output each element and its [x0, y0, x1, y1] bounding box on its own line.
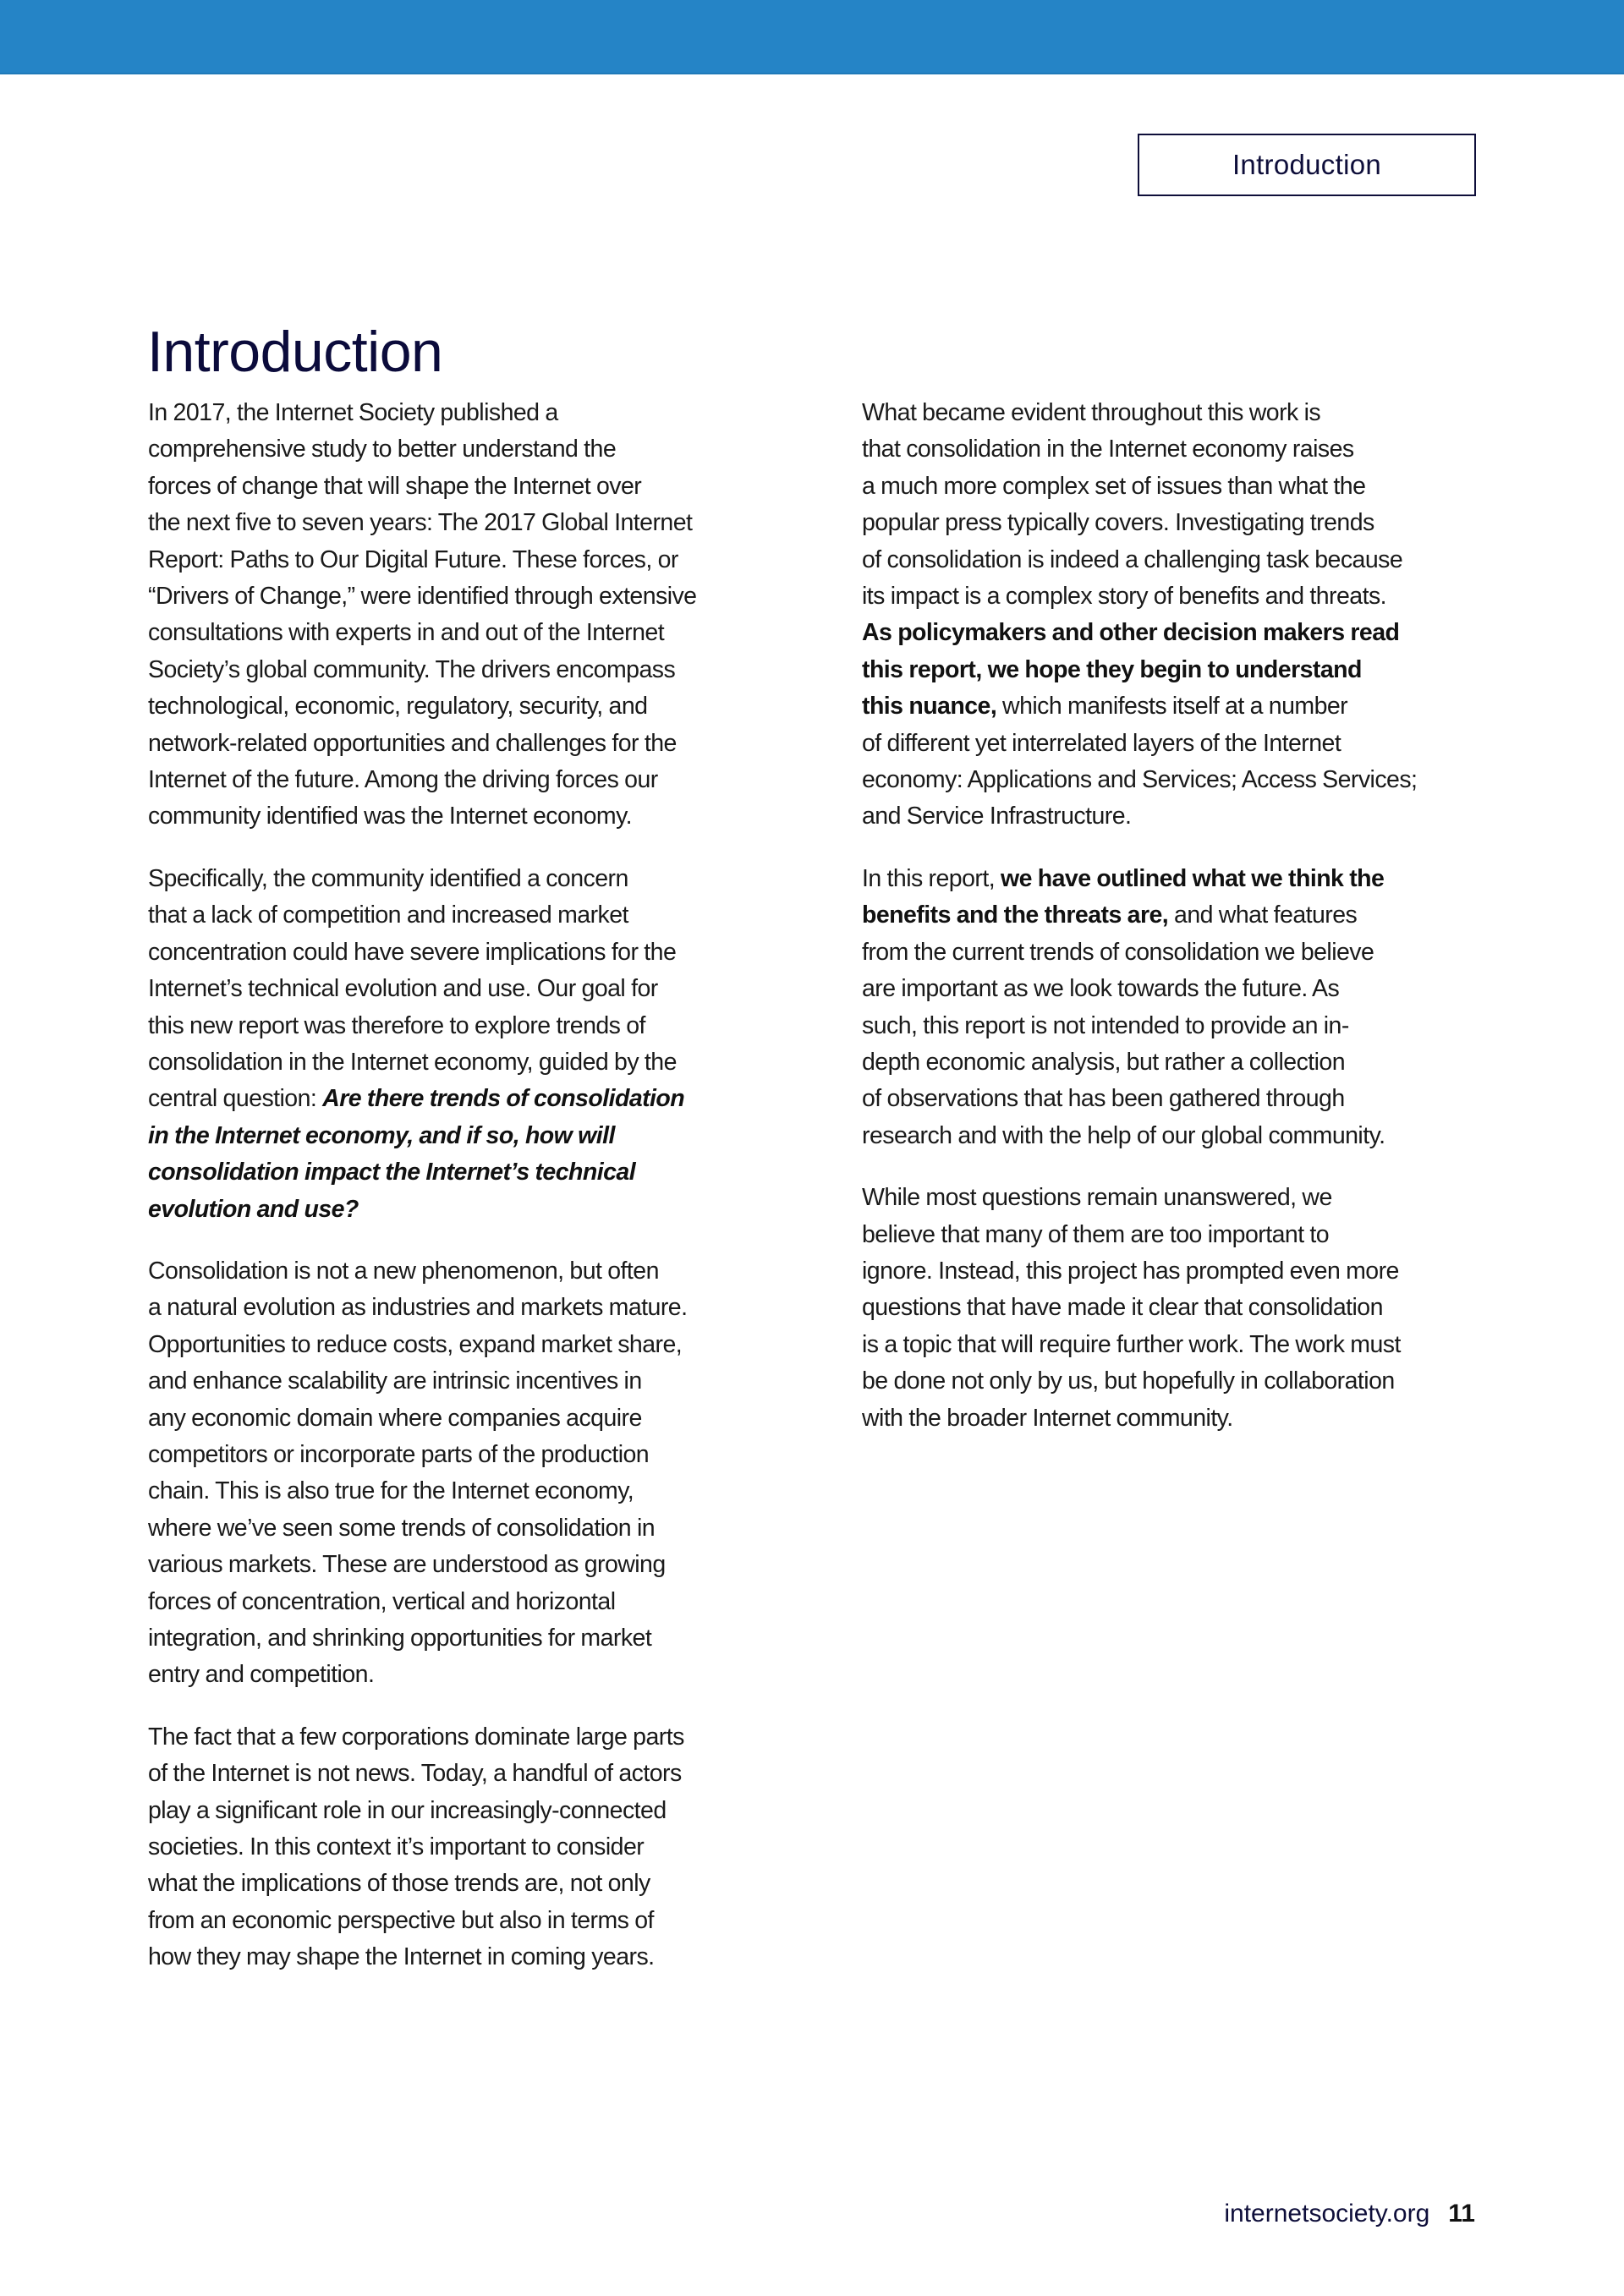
- emphasized-text: we have outlined what we think the: [1000, 864, 1385, 892]
- text-run: be done not only by us, but hopefully in collaboration: [862, 1367, 1395, 1395]
- paragraph-line: [148, 897, 774, 934]
- emphasized-text: evolution and use?: [148, 1195, 359, 1223]
- emphasized-text: Are there trends of consolidation: [322, 1085, 685, 1113]
- paragraph-line: [862, 578, 1488, 615]
- text-run: a much more complex set of issues than what the: [862, 472, 1366, 500]
- paragraph-line: [862, 1290, 1488, 1326]
- text-run: societies. In this context it’s important to consider: [148, 1833, 645, 1861]
- paragraph-line: [148, 578, 774, 615]
- text-run: various markets. These are understood as growing: [148, 1551, 666, 1579]
- text-run: and Service Infrastructure.: [862, 803, 1132, 830]
- text-run: ignore. Instead, this project has prompted even more: [862, 1257, 1399, 1285]
- text-run: from an economic perspective but also in terms of: [148, 1906, 654, 1934]
- section-tab: [1138, 134, 1476, 196]
- section-tab-label: Introduction: [1232, 149, 1382, 180]
- paragraph-line: [148, 1253, 774, 1290]
- paragraph-line: [148, 1192, 774, 1228]
- paragraph-line: [862, 1327, 1488, 1363]
- paragraph-line: [862, 726, 1488, 762]
- emphasized-text: consolidation impact the Internet’s technical: [148, 1159, 636, 1186]
- paragraph-line: [148, 1154, 774, 1191]
- page-title: Introduction: [147, 320, 443, 384]
- paragraph-line: [148, 1118, 774, 1154]
- paragraph-line: [862, 505, 1488, 541]
- paragraph-line: [862, 1081, 1488, 1117]
- body-paragraph: [862, 1180, 1488, 1437]
- paragraph-line: [148, 1473, 774, 1510]
- text-run: is a topic that will require further work. The work must: [862, 1330, 1401, 1358]
- paragraph-line: [862, 798, 1488, 835]
- text-run: any economic domain where companies acquire: [148, 1404, 642, 1432]
- paragraph-line: [148, 1400, 774, 1437]
- paragraph-line: [862, 762, 1488, 798]
- text-run: chain. This is also true for the Internet economy,: [148, 1477, 634, 1505]
- paragraph-line: [862, 1044, 1488, 1081]
- text-run: technological, economic, regulatory, security, and: [148, 693, 648, 721]
- paragraph-line: [148, 688, 774, 725]
- paragraph-line: [148, 1756, 774, 1792]
- text-run: its impact is a complex story of benefits and threats.: [862, 583, 1387, 611]
- emphasized-text: this report, we hope they begin to understand: [862, 655, 1362, 683]
- paragraph-line: [148, 652, 774, 688]
- paragraph-line: [148, 1044, 774, 1081]
- text-run: The fact that a few corporations dominate large parts: [148, 1723, 684, 1751]
- paragraph-line: [862, 395, 1488, 431]
- emphasized-text: benefits and the threats are,: [862, 901, 1169, 929]
- paragraph-line: [148, 934, 774, 971]
- text-run: economy: Applications and Services; Access Services;: [862, 766, 1418, 794]
- paragraph-line: [148, 1793, 774, 1829]
- body-paragraph: [148, 395, 774, 836]
- emphasized-text: in the Internet economy, and if so, how will: [148, 1121, 615, 1149]
- paragraph-line: [862, 542, 1488, 578]
- text-run: In 2017, the Internet Society published a: [148, 399, 558, 426]
- text-run: that a lack of competition and increased market: [148, 901, 628, 929]
- text-run: of consolidation is indeed a challenging task because: [862, 545, 1403, 573]
- text-run: integration, and shrinking opportunities for market: [148, 1625, 652, 1652]
- text-run: depth economic analysis, but rather a collection: [862, 1048, 1346, 1076]
- body-paragraph: [148, 1253, 774, 1694]
- text-run: are important as we look towards the future. As: [862, 975, 1340, 1003]
- text-run: comprehensive study to better understand the: [148, 436, 617, 463]
- text-run: and enhance scalability are intrinsic incentives in: [148, 1367, 642, 1395]
- text-run: of observations that has been gathered through: [862, 1085, 1345, 1113]
- paragraph-line: [862, 897, 1488, 934]
- body-paragraph: [862, 395, 1488, 836]
- emphasized-text: this nuance,: [862, 693, 997, 721]
- text-run: forces of concentration, vertical and horizontal: [148, 1587, 616, 1615]
- text-run: of the Internet is not news. Today, a handful of actors: [148, 1760, 682, 1788]
- paragraph-line: [862, 934, 1488, 971]
- text-run: this new report was therefore to explore trends of: [148, 1011, 645, 1039]
- paragraph-line: [148, 505, 774, 541]
- paragraph-line: [148, 1510, 774, 1547]
- paragraph-line: [862, 431, 1488, 468]
- paragraph-line: [862, 1180, 1488, 1216]
- body-paragraph: [862, 861, 1488, 1154]
- text-run: consultations with experts in and out of the Internet: [148, 619, 665, 647]
- paragraph-line: [862, 1118, 1488, 1154]
- text-run: popular press typically covers. Investigating trends: [862, 509, 1374, 537]
- paragraph-line: [862, 615, 1488, 651]
- paragraph-line: [148, 1719, 774, 1756]
- text-run: network-related opportunities and challenges for the: [148, 729, 677, 757]
- text-run: a natural evolution as industries and markets mature.: [148, 1294, 688, 1322]
- paragraph-line: [148, 1363, 774, 1400]
- text-run: how they may shape the Internet in coming years.: [148, 1943, 655, 1971]
- text-run: which manifests itself at a number: [996, 693, 1348, 721]
- paragraph-line: [148, 726, 774, 762]
- text-run: questions that have made it clear that consolidation: [862, 1294, 1383, 1322]
- footer-site-link[interactable]: internetsociety.org: [1224, 2200, 1430, 2228]
- paragraph-line: [862, 1363, 1488, 1400]
- text-run: In this report,: [862, 864, 1001, 892]
- paragraph-line: [862, 652, 1488, 688]
- paragraph-line: [148, 1327, 774, 1363]
- text-run: “Drivers of Change,” were identified through extensive: [148, 583, 697, 611]
- text-run: believe that many of them are too important to: [862, 1220, 1330, 1248]
- paragraph-line: [148, 1547, 774, 1583]
- paragraph-line: [862, 1253, 1488, 1290]
- text-run: Society’s global community. The drivers encompass: [148, 655, 676, 683]
- paragraph-line: [148, 1290, 774, 1326]
- text-run: play a significant role in our increasingly-connected: [148, 1796, 667, 1824]
- paragraph-line: [148, 542, 774, 578]
- text-run: of different yet interrelated layers of the Internet: [862, 729, 1341, 757]
- text-run: that consolidation in the Internet economy raises: [862, 436, 1354, 463]
- text-run: Specifically, the community identified a concern: [148, 864, 628, 892]
- paragraph-line: [148, 1081, 774, 1117]
- paragraph-line: [148, 971, 774, 1007]
- paragraph-line: [148, 469, 774, 505]
- body-paragraph: [148, 1719, 774, 1976]
- paragraph-line: [148, 1903, 774, 1939]
- text-run: with the broader Internet community.: [862, 1404, 1233, 1432]
- right-column: [862, 395, 1488, 1462]
- text-run: Consolidation is not a new phenomenon, but often: [148, 1257, 659, 1285]
- paragraph-line: [148, 1829, 774, 1866]
- paragraph-line: [148, 798, 774, 835]
- paragraph-line: [148, 1008, 774, 1044]
- paragraph-line: [862, 469, 1488, 505]
- paragraph-line: [862, 971, 1488, 1007]
- paragraph-line: [148, 762, 774, 798]
- text-run: the next five to seven years: The 2017 Global Internet: [148, 509, 693, 537]
- paragraph-line: [148, 1584, 774, 1620]
- text-run: research and with the help of our global community.: [862, 1121, 1385, 1149]
- text-run: What became evident throughout this work is: [862, 399, 1321, 426]
- text-run: where we’ve seen some trends of consolidation in: [148, 1514, 656, 1542]
- text-run: community identified was the Internet economy.: [148, 803, 633, 830]
- emphasized-text: As policymakers and other decision makers read: [862, 619, 1400, 647]
- paragraph-line: [862, 861, 1488, 897]
- text-run: such, this report is not intended to provide an in-: [862, 1011, 1349, 1039]
- header-color-bar: [0, 0, 1624, 74]
- paragraph-line: [862, 1008, 1488, 1044]
- paragraph-line: [148, 615, 774, 651]
- paragraph-line: [148, 431, 774, 468]
- text-run: what the implications of those trends are, not only: [148, 1870, 650, 1898]
- page-footer: [1224, 2200, 1475, 2228]
- page-number: 11: [1448, 2200, 1475, 2228]
- paragraph-line: [148, 1437, 774, 1473]
- paragraph-line: [862, 688, 1488, 725]
- paragraph-line: [148, 1866, 774, 1902]
- text-run: Report: Paths to Our Digital Future. These forces, or: [148, 545, 678, 573]
- paragraph-line: [148, 1939, 774, 1975]
- text-run: forces of change that will shape the Internet over: [148, 472, 642, 500]
- text-run: Internet’s technical evolution and use. Our goal for: [148, 975, 658, 1003]
- paragraph-line: [862, 1400, 1488, 1437]
- text-run: from the current trends of consolidation we believe: [862, 938, 1374, 966]
- paragraph-line: [862, 1217, 1488, 1253]
- text-run: entry and competition.: [148, 1661, 375, 1689]
- body-paragraph: [148, 861, 774, 1228]
- text-run: Internet of the future. Among the driving forces our: [148, 766, 658, 794]
- text-run: consolidation in the Internet economy, guided by the: [148, 1048, 677, 1076]
- paragraph-line: [148, 395, 774, 431]
- text-run: concentration could have severe implications for the: [148, 938, 677, 966]
- text-run: Opportunities to reduce costs, expand market share,: [148, 1330, 683, 1358]
- paragraph-line: [148, 861, 774, 897]
- paragraph-line: [148, 1657, 774, 1693]
- text-run: central question:: [148, 1085, 323, 1113]
- text-run: and what features: [1168, 901, 1358, 929]
- paragraph-line: [148, 1620, 774, 1657]
- text-run: While most questions remain unanswered, we: [862, 1184, 1332, 1212]
- text-run: competitors or incorporate parts of the production: [148, 1440, 650, 1468]
- left-column: [148, 395, 774, 2002]
